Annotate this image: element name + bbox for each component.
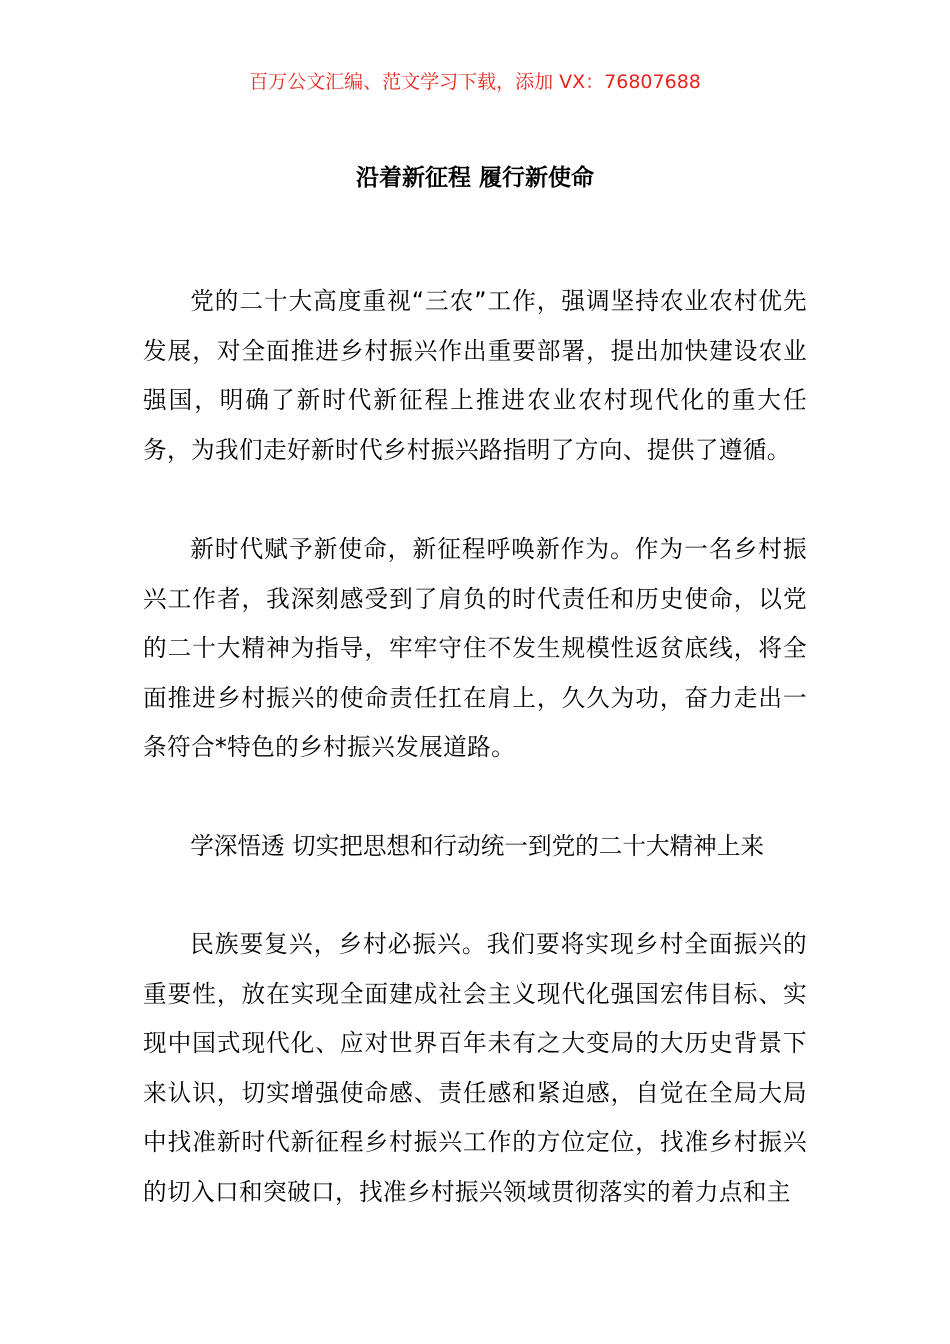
paragraph-3: 民族要复兴，乡村必振兴。我们要将实现乡村全面振兴的重要性，放在实现全面建成社会主义现代化强国宏伟目标、实现中国式现代化、应对世界百年未有之大变局的大历史背景下来认识，切实增强使命感、责任感和紧迫感，自觉在全局大局中找准新时代新征程乡村振兴工作的方位定位，找准乡村振兴的切入口和突破口，找准乡村振兴领域贯彻落实的着力点和主: [143, 930, 807, 1206]
header-watermark-note: 百万公文汇编、范文学习下载，添加 VX：76807688: [249, 71, 701, 93]
section-subheading: 学深悟透 切实把思想和行动统一到党的二十大精神上来: [190, 832, 764, 860]
paragraph-1: 党的二十大高度重视“三农”工作，强调坚持农业农村优先发展，对全面推进乡村振兴作出重要部署，提出加快建设农业强国，明确了新时代新征程上推进农业农村现代化的重大任务，为我们走好新时代乡村振兴路指明了方向、提供了遵循。: [143, 287, 807, 464]
document-title: 沿着新征程 履行新使命: [355, 165, 594, 191]
paragraph-2: 新时代赋予新使命，新征程呼唤新作为。作为一名乡村振兴工作者，我深刻感受到了肩负的时代责任和历史使命，以党的二十大精神为指导，牢牢守住不发生规模性返贫底线，将全面推进乡村振兴的使命责任扛在肩上，久久为功，奋力走出一条符合*特色的乡村振兴发展道路。: [143, 535, 807, 762]
